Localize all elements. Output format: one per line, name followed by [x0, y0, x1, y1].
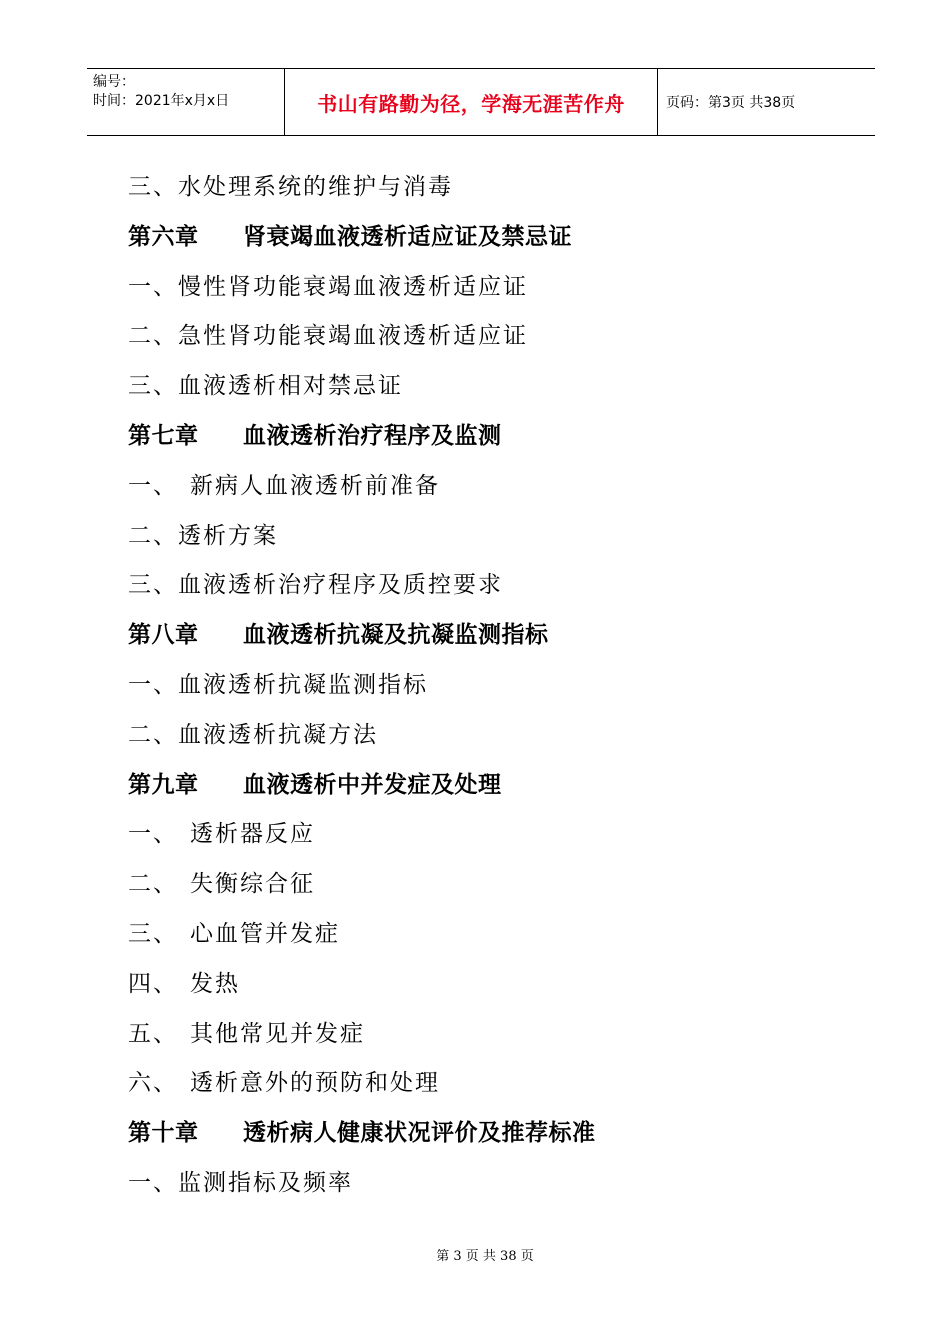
toc-entry-number: 四、: [128, 970, 178, 997]
header-motto: 书山有路勤为径，学海无涯苦作舟: [285, 69, 658, 135]
toc-entry-number: 二、: [128, 522, 178, 549]
toc-entry-number: 三、: [128, 174, 178, 200]
toc-entry-number: 第六章: [128, 223, 199, 250]
toc-entry-title: 水处理系统的维护与消毒: [178, 174, 453, 200]
toc-entry-number: 五、: [128, 1020, 178, 1047]
header-page-info: 页码：第3页 共38页: [666, 95, 796, 111]
toc-entry-number: 第九章: [128, 771, 199, 798]
toc-entry-number: 一、: [128, 273, 178, 300]
toc-section-item: [128, 913, 868, 963]
toc-entry-title: 发热: [190, 970, 240, 997]
toc-entry-number: 一、: [128, 472, 178, 499]
header-meta: [87, 69, 285, 135]
header-number-label: 编号：: [93, 74, 135, 90]
toc-entry-title: 透析病人健康状况评价及推荐标准: [243, 1120, 596, 1147]
toc-entry-title: 血液透析治疗程序及质控要求: [178, 572, 503, 599]
toc-entry-title: 血液透析中并发症及处理: [243, 771, 502, 798]
toc-entry-number: 一、: [128, 821, 178, 848]
table-of-contents: [128, 166, 868, 1212]
toc-entry-title: 血液透析抗凝及抗凝监测指标: [243, 622, 549, 649]
toc-entry-number: 二、: [128, 323, 178, 350]
toc-entry-number: 六、: [128, 1070, 178, 1097]
toc-section-item: [128, 813, 868, 863]
toc-chapter-heading: [128, 614, 868, 664]
toc-section-item: [128, 564, 868, 614]
toc-entry-title: 血液透析相对禁忌证: [178, 373, 403, 400]
toc-entry-number: 三、: [128, 920, 178, 947]
toc-chapter-heading: [128, 216, 868, 266]
toc-entry-title: 透析方案: [178, 522, 278, 549]
toc-entry-title: 血液透析抗凝监测指标: [178, 671, 428, 698]
toc-section-item: [128, 1062, 868, 1112]
toc-entry-title: 慢性肾功能衰竭血液透析适应证: [178, 273, 528, 300]
toc-entry-number: 一、: [128, 1169, 178, 1196]
toc-entry-title: 肾衰竭血液透析适应证及禁忌证: [243, 223, 572, 250]
toc-entry-title: 其他常见并发症: [190, 1020, 365, 1047]
toc-entry-title: 透析器反应: [190, 821, 315, 848]
toc-entry-number: 第七章: [128, 422, 199, 449]
toc-entry-number: 三、: [128, 373, 178, 400]
toc-section-item: [128, 1013, 868, 1063]
page-header: [87, 68, 875, 136]
toc-section-item: [128, 863, 868, 913]
header-time-label: 时间：2021年x月x日: [93, 93, 230, 109]
toc-entry-number: 第八章: [128, 622, 199, 649]
toc-section-item: [128, 714, 868, 764]
toc-section-item: [128, 365, 868, 415]
toc-entry-number: 一、: [128, 671, 178, 698]
toc-section-item: [128, 315, 868, 365]
toc-entry-title: 失衡综合征: [190, 871, 315, 898]
toc-entry-number: 三、: [128, 572, 178, 599]
toc-entry-title: 心血管并发症: [190, 920, 340, 947]
toc-entry-title: 急性肾功能衰竭血液透析适应证: [178, 323, 528, 350]
page-footer: 第 3 页 共 38 页: [436, 1249, 534, 1264]
toc-entry-number: 二、: [128, 871, 178, 898]
toc-section-item: [128, 166, 868, 216]
toc-section-item: [128, 963, 868, 1013]
toc-entry-title: 监测指标及频率: [178, 1169, 353, 1196]
toc-entry-number: 二、: [128, 721, 178, 748]
toc-section-item: [128, 465, 868, 515]
toc-section-item: [128, 515, 868, 565]
toc-section-item: [128, 266, 868, 316]
toc-entry-title: 透析意外的预防和处理: [190, 1070, 440, 1097]
toc-chapter-heading: [128, 415, 868, 465]
toc-entry-number: 第十章: [128, 1120, 199, 1147]
toc-entry-title: 血液透析抗凝方法: [178, 721, 378, 748]
toc-entry-title: 新病人血液透析前准备: [190, 472, 440, 499]
toc-section-item: [128, 664, 868, 714]
toc-chapter-heading: [128, 764, 868, 814]
toc-entry-title: 血液透析治疗程序及监测: [243, 422, 502, 449]
toc-section-item: [128, 1162, 868, 1212]
toc-chapter-heading: [128, 1112, 868, 1162]
